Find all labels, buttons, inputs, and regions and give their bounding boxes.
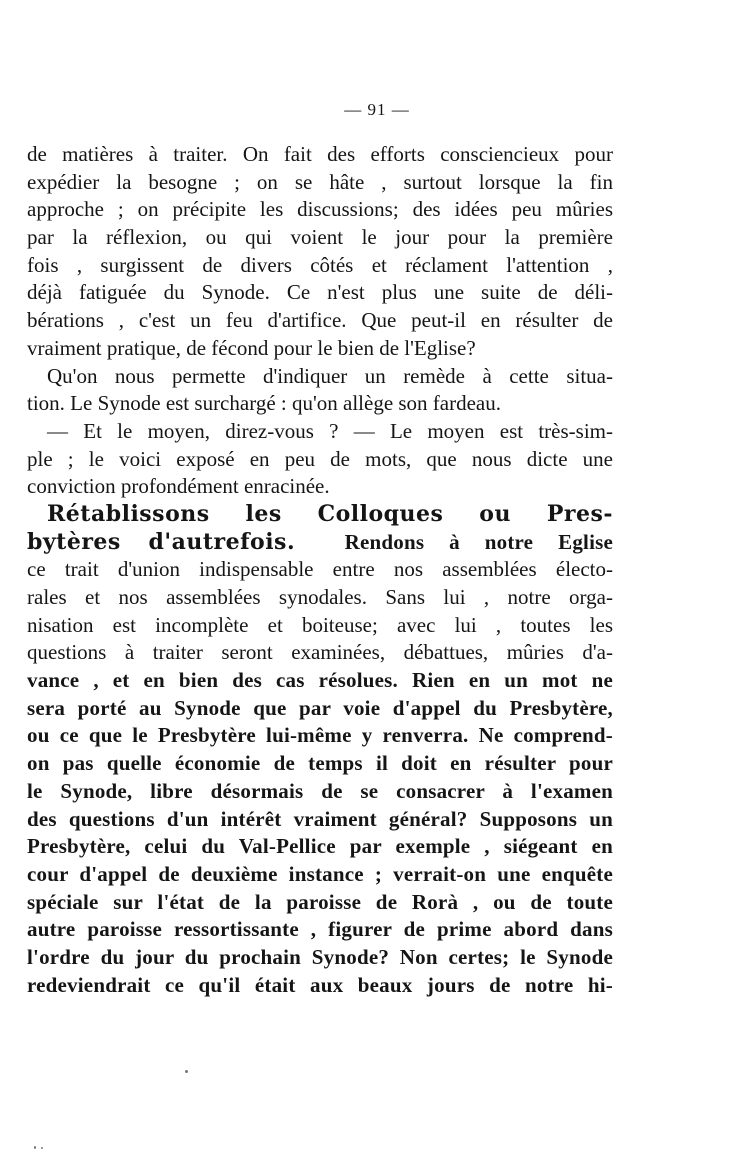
text-line: ce trait d'union indispensable entre nos assemblées électo- xyxy=(27,557,613,582)
text-line: Qu'on nous permette d'indiquer un remède à cette situa- xyxy=(47,363,613,388)
text-line: nisation est incomplète et boiteuse; avec lui , toutes les xyxy=(27,612,613,637)
bold-heading: bytères d'autrefois. xyxy=(27,528,296,555)
text-line: approche ; on précipite les discussions; des idées peu mûries xyxy=(27,197,613,222)
text-line: questions à traiter seront examinées, débattues, mûries d'a- xyxy=(27,640,613,665)
text-line: ou ce que le Presbytère lui-même y renverra. Ne comprend- xyxy=(27,723,613,748)
text-line: l'ordre du jour du prochain Synode? Non certes; le Synode xyxy=(27,944,613,969)
text-line: rales et nos assemblées synodales. Sans lui , notre orga- xyxy=(27,585,613,609)
text-line: le Synode, libre désormais de se consacrer à l'examen xyxy=(27,778,613,803)
text-line: bérations , c'est un feu d'artifice. Que peut-il en résulter de xyxy=(27,308,613,333)
text-line: tion. Le Synode est surchargé : qu'on allège son fardeau. xyxy=(27,391,502,416)
text-line: vance , et en bien des cas résolues. Rien en un mot ne xyxy=(27,668,613,693)
text-line: des questions d'un intérêt vraiment général? Supposons un xyxy=(27,806,613,831)
ink-speck xyxy=(34,1146,36,1149)
text-line: on pas quelle économie de temps il doit en résulter pour xyxy=(27,751,613,776)
text-line: déjà fatiguée du Synode. Ce n'est plus une suite de déli- xyxy=(27,280,613,305)
text-line: sera porté au Synode que par voie d'appel du Presbytère, xyxy=(27,695,613,720)
text-line: de matières à traiter. On fait des efforts consciencieux pour xyxy=(27,142,613,166)
text-line: — Et le moyen, direz-vous ? — Le moyen est très-sim- xyxy=(47,418,613,443)
text-line: redeviendrait ce qu'il était aux beaux jours de notre hi- xyxy=(27,972,613,997)
bold-text: Rendons à notre Eglise xyxy=(344,529,614,554)
ink-speck xyxy=(41,1147,43,1149)
text-line: fois , surgissent de divers côtés et réclament l'attention , xyxy=(27,252,613,277)
text-line: expédier la besogne ; on se hâte , surtout lorsque la fin xyxy=(27,169,613,194)
text-line: autre paroisse ressortissante , figurer de prime abord dans xyxy=(27,917,613,942)
text-line: cour d'appel de deuxième instance ; verrait-on une enquête xyxy=(27,861,613,886)
paragraph-continuation xyxy=(27,141,613,999)
text-line: spéciale sur l'état de la paroisse de Rorà , ou de toute xyxy=(27,889,613,914)
bold-heading: Rétablissons les Colloques ou Pres- xyxy=(47,500,613,527)
text-line: conviction profondément enracinée. xyxy=(27,474,330,499)
text-line: ple ; le voici exposé en peu de mots, que nous dicte une xyxy=(27,446,613,471)
page-number: — 91 — xyxy=(344,100,410,119)
text-line: par la réflexion, ou qui voient le jour pour la première xyxy=(27,225,613,250)
text-line: Presbytère, celui du Val-Pellice par exemple , siégeant en xyxy=(27,834,613,859)
ink-speck xyxy=(185,1070,188,1073)
text-line: vraiment pratique, de fécond pour le bien de l'Eglise? xyxy=(27,335,476,360)
bold-heading-line xyxy=(27,501,613,529)
text-line xyxy=(27,529,613,557)
